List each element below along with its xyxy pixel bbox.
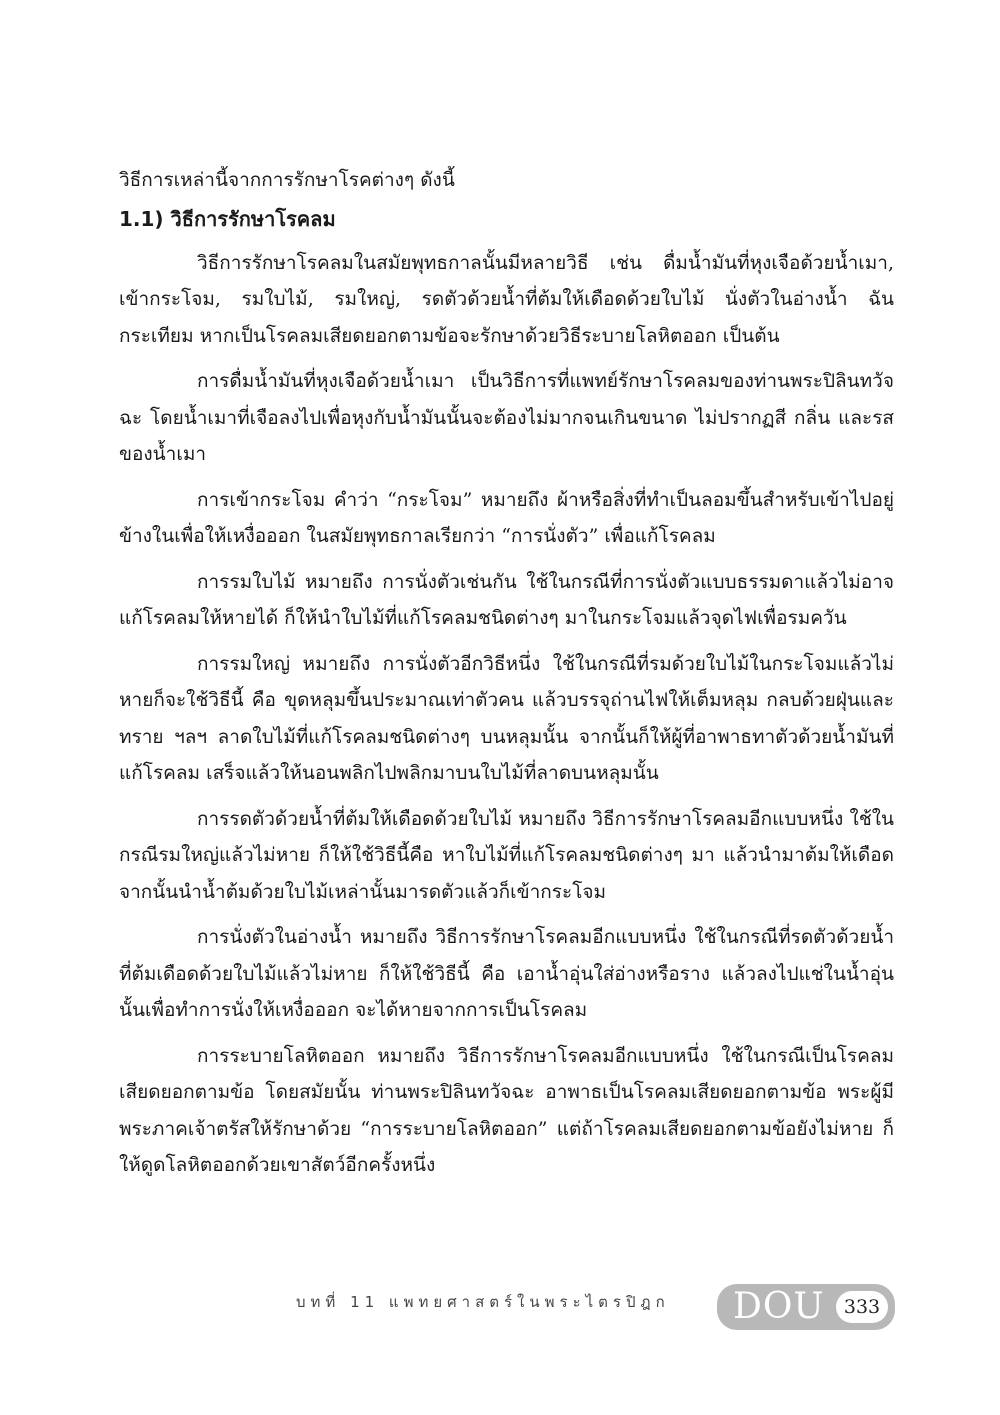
page-number: 333 bbox=[836, 1291, 888, 1323]
paragraph-boiled-leaf-bath: การรดตัวด้วยน้ำที่ต้มให้เดือดด้วยใบไม้ หมายถึง วิธีการรักษาโรคลมอีกแบบหนึ่ง ใช้ในกรณีรมใหญ่แล้วไม่หาย ก็ให้ใช้วิธีนี้คือ หาใบไม้ที่แก้โรคลมชนิดต่างๆ มา แล้วนำมาต้มให้เดือด จากนั้นนำน้ำต้มด้วยใบไม้เหล่านั้นมารดตัวแล้วก็เข้ากระโจม bbox=[119, 807, 894, 903]
paragraph-leaf-fumigation: การรมใบไม้ หมายถึง การนั่งตัวเช่นกัน ใช้ในกรณีที่การนั่งตัวแบบธรรมดาแล้วไม่อาจแก้โรคลมให้หายได้ ก็ให้นำใบไม้ที่แก้โรคลมชนิดต่างๆ มาในกระโจมแล้วจุดไฟเพื่อรมควัน bbox=[119, 570, 894, 629]
dou-logo: DOU bbox=[733, 1286, 825, 1327]
paragraph-tub-soak: การนั่งตัวในอ่างน้ำ หมายถึง วิธีการรักษาโรคลมอีกแบบหนึ่ง ใช้ในกรณีที่รดตัวด้วยน้ำที่ต้มเดือดด้วยใบไม้แล้วไม่หาย ก็ให้ใช้วิธีนี้ คือ เอาน้ำอุ่นใส่อ่างหรือราง แล้วลงไปแช่ในน้ำอุ่นนั้นเพื่อทำการนั่งให้เหงื่อออก จะได้หายจากการเป็นโรคลม bbox=[119, 926, 894, 1021]
section-heading: 1.1) วิธีการรักษาโรคลม bbox=[119, 206, 336, 231]
dou-page-badge bbox=[717, 1284, 895, 1330]
intro-line: วิธีการเหล่านี้จากการรักษาโรคต่างๆ ดังนี้ bbox=[119, 169, 455, 191]
paragraph-medicated-oil: การดื่มน้ำมันที่หุงเจือด้วยน้ำเมา เป็นวิธีการที่แพทย์รักษาโรคลมของท่านพระปิลินทวัจฉะ โดยน้ำเมาที่เจือลงไปเพื่อหุงกับน้ำมันนั้นจะต้องไม่มากจนเกินขนาด ไม่ปรากฏสี กลิ่น และรสของน้ำเมา bbox=[119, 370, 894, 465]
paragraph-major-fumigation: การรมใหญ่ หมายถึง การนั่งตัวอีกวิธีหนึ่ง ใช้ในกรณีที่รมด้วยใบไม้ในกระโจมแล้วไม่หายก็จะใช้วิธีนี้ คือ ขุดหลุมขึ้นประมาณเท่าตัวคน แล้วบรรจุถ่านไฟให้เต็มหลุม กลบด้วยฝุ่นและทราย ฯลฯ ลาดใบไม้ที่แก้โรคลมชนิดต่างๆ บนหลุมนั้น จากนั้นก็ให้ผู้ที่อาพาธทาตัวด้วยน้ำมันที่แก้โรคลม เสร็จแล้วให้นอนพลิกไปพลิกมาบนใบไม้ที่ลาดบนหลุมนั้น bbox=[119, 652, 894, 784]
page-body bbox=[119, 162, 894, 1184]
paragraph-overview: วิธีการรักษาโรคลมในสมัยพุทธกาลนั้นมีหลายวิธี เช่น ดื่มน้ำมันที่หุงเจือด้วยน้ำเมา, เข้ากระโจม, รมใบไม้, รมใหญ่, รดตัวด้วยน้ำที่ต้มให้เดือดด้วยใบไม้ นั่งตัวในอ่างน้ำ ฉันกระเทียม หากเป็นโรคลมเสียดยอกตามข้อจะรักษาด้วยวิธีระบายโลหิตออก เป็นต้น bbox=[119, 251, 894, 347]
paragraph-sweat-tent: การเข้ากระโจม คำว่า “กระโจม” หมายถึง ผ้าหรือสิ่งที่ทำเป็นลอมขึ้นสำหรับเข้าไปอยู่ข้างในเพื่อให้เหงื่อออก ในสมัยพุทธกาลเรียกว่า “การนั่งตัว” เพื่อแก้โรคลม bbox=[119, 488, 894, 547]
paragraph-bloodletting: การระบายโลหิตออก หมายถึง วิธีการรักษาโรคลมอีกแบบหนึ่ง ใช้ในกรณีเป็นโรคลมเสียดยอกตามข้อ โดยสมัยนั้น ท่านพระปิลินทวัจฉะ อาพาธเป็นโรคลมเสียดยอกตามข้อ พระผู้มีพระภาคเจ้าตรัสให้รักษาด้วย “การระบายโลหิตออก” แต่ถ้าโรคลมเสียดยอกตามข้อยังไม่หาย ก็ให้ดูดโลหิตออกด้วยเขาสัตว์อีกครั้งหนึ่ง bbox=[119, 1044, 894, 1176]
chapter-footer: บทที่ 11 แพทยศาสตร์ในพระไตรปิฎก bbox=[296, 1293, 670, 1311]
